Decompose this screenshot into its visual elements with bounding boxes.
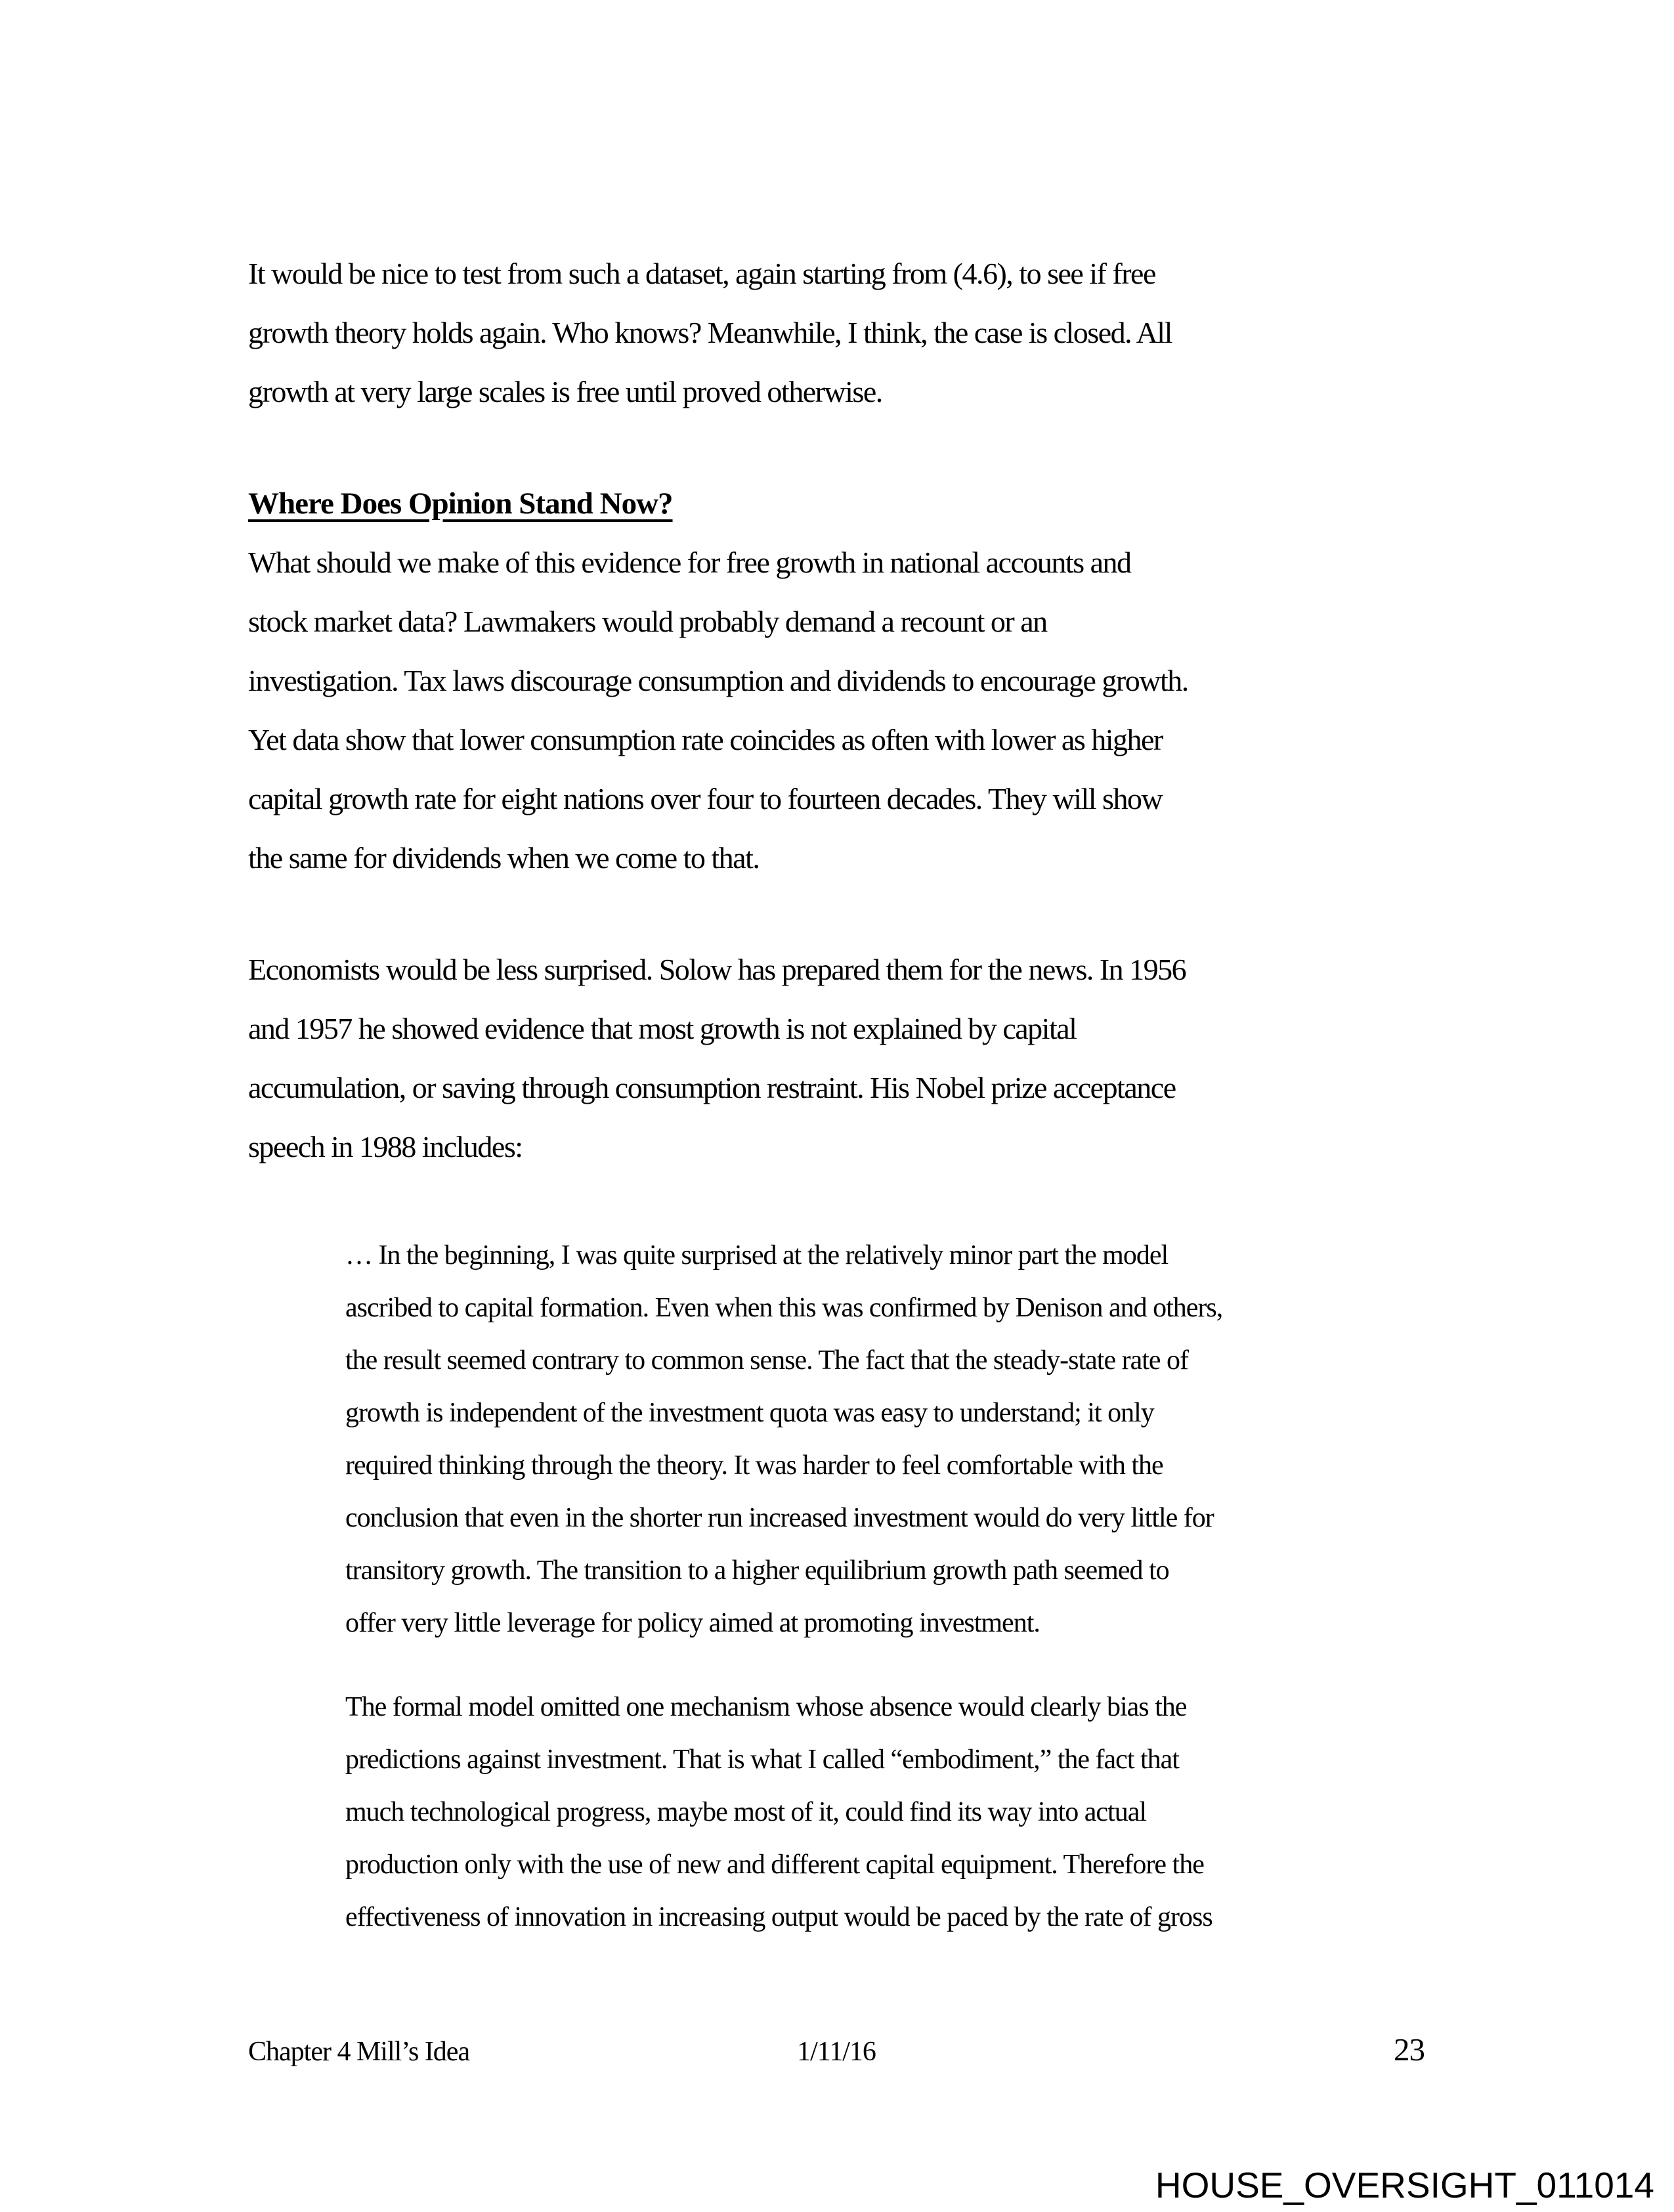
- body-text-line: It would be nice to test from such a dataset, again starting from (4.6), to see if free: [248, 257, 1155, 290]
- body-text-line: growth theory holds again. Who knows? Meanwhile, I think, the case is closed. All: [248, 316, 1172, 349]
- body-paragraph-2: [248, 533, 1430, 888]
- body-text-line: capital growth rate for eight nations over four to fourteen decades. They will show: [248, 782, 1163, 815]
- quote-text-line: much technological progress, maybe most of it, could find its way into actual: [345, 1797, 1147, 1827]
- quote-text-line: the result seemed contrary to common sense. The fact that the steady-state rate of: [345, 1345, 1189, 1376]
- body-text-line: accumulation, or saving through consumption restraint. His Nobel prize acceptance: [248, 1071, 1176, 1104]
- body-text-line: the same for dividends when we come to that.: [248, 841, 760, 875]
- page-body: [248, 244, 1430, 1975]
- quote-text-line: effectiveness of innovation in increasing output would be paced by the rate of gross: [345, 1902, 1213, 1932]
- quote-text-line: required thinking through the theory. It was harder to feel comfortable with the: [345, 1450, 1163, 1481]
- quote-text-line: ascribed to capital formation. Even when this was confirmed by Denison and others,: [345, 1293, 1223, 1323]
- quote-text-line: growth is independent of the investment quota was easy to understand; it only: [345, 1398, 1154, 1428]
- body-text-line: stock market data? Lawmakers would probably demand a recount or an: [248, 605, 1047, 638]
- body-text-line: What should we make of this evidence for free growth in national accounts and: [248, 546, 1131, 579]
- body-text-line: growth at very large scales is free until proved otherwise.: [248, 375, 882, 408]
- body-text-line: speech in 1988 includes:: [248, 1130, 523, 1163]
- body-paragraph-3: [248, 940, 1430, 1177]
- quote-text-line: offer very little leverage for policy aimed at promoting investment.: [345, 1608, 1040, 1638]
- section-heading: Where Does Opinion Stand Now?: [248, 487, 673, 521]
- footer-page-number: 23: [1394, 2031, 1425, 2068]
- quote-text-line: The formal model omitted one mechanism whose absence would clearly bias the: [345, 1692, 1187, 1722]
- quote-text-line: … In the beginning, I was quite surprised at the relatively minor part the model: [345, 1240, 1169, 1270]
- footer-chapter-label: Chapter 4 Mill’s Idea: [248, 2037, 470, 2067]
- block-quote-1: [345, 1229, 1430, 1649]
- quote-text-line: transitory growth. The transition to a higher equilibrium growth path seemed to: [345, 1555, 1169, 1586]
- body-paragraph-1: [248, 244, 1430, 422]
- body-text-line: Economists would be less surprised. Solow has prepared them for the news. In 1956: [248, 953, 1186, 986]
- quote-text-line: production only with the use of new and different capital equipment. Therefore the: [345, 1850, 1204, 1880]
- bates-stamp: HOUSE_OVERSIGHT_011014: [1155, 2165, 1654, 2205]
- quote-text-line: predictions against investment. That is what I called “embodiment,” the fact that: [345, 1745, 1179, 1775]
- footer-date: 1/11/16: [797, 2037, 876, 2067]
- body-text-line: Yet data show that lower consumption rate coincides as often with lower as higher: [248, 723, 1163, 756]
- page-footer: [248, 2031, 1425, 2068]
- body-text-line: investigation. Tax laws discourage consumption and dividends to encourage growth.: [248, 664, 1188, 697]
- body-text-line: and 1957 he showed evidence that most growth is not explained by capital: [248, 1012, 1077, 1045]
- block-quote-2: [345, 1681, 1430, 1943]
- quote-text-line: conclusion that even in the shorter run increased investment would do very little for: [345, 1503, 1214, 1533]
